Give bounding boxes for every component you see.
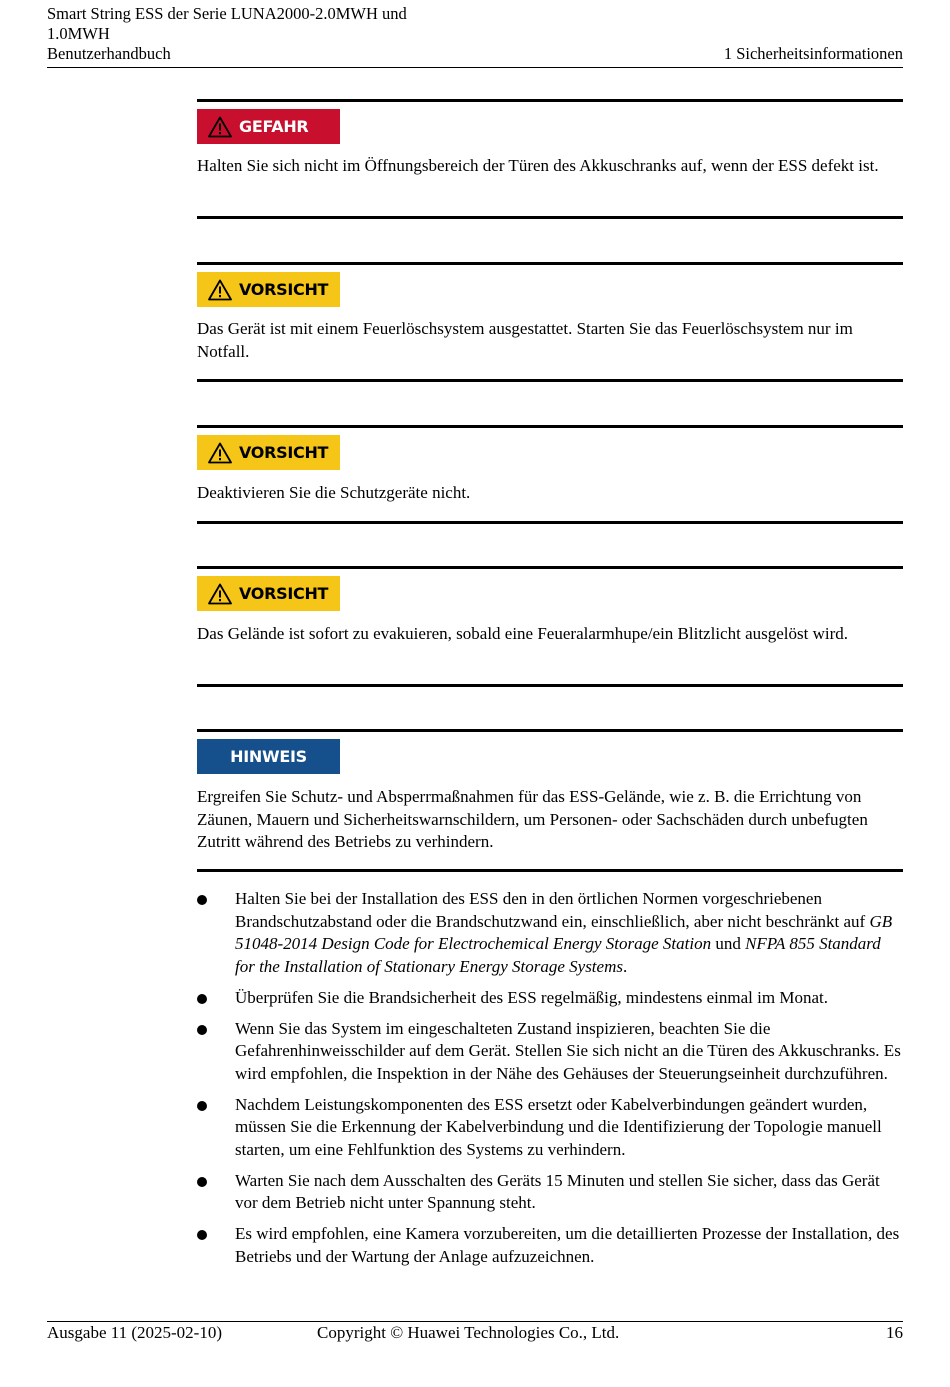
footer-divider [47,1321,903,1322]
list-item-text: Nachdem Leistungskomponenten des ESS ersetzt oder Kabelverbindungen geändert wurden, müssen Sie die Erkennung der Kabelverbindung und die Identifizierung der Topologie manuell starten, um eine Fehlfunktion des Systems zu verhindern. [235,1094,882,1159]
caution-badge [197,272,340,307]
notice-bottom-rule [197,521,903,524]
document-subtitle: Benutzerhandbuch [47,44,171,63]
bullet-dot [197,994,207,1004]
notice-bottom-rule [197,869,903,872]
list-item-text: Halten Sie bei der Installation des ESS den in den örtlichen Normen vorgeschriebenen Brandschutzabstand oder die Brandschutzwand ein, einschließlich, aber nicht beschränkt auf [235,889,870,931]
document-title: Smart String ESS der Serie LUNA2000-2.0MWH und 1.0MWH [47,4,407,43]
note-badge [197,739,340,774]
list-item [197,987,903,1010]
notice-top-rule [197,99,903,102]
copyright-notice: Copyright © Huawei Technologies Co., Ltd. [317,1323,620,1342]
list-item-text: Überprüfen Sie die Brandsicherheit des ESS regelmäßig, mindestens einmal im Monat. [235,987,828,1007]
notice-bottom-rule [197,379,903,382]
standard-reference: NFPA 855 Standard for the Installation of Stationary Energy Storage Systems [235,934,881,976]
safety-bullet-list [197,888,903,1277]
badge-label: GEFAHR [239,117,309,136]
list-item-text: . [622,956,628,976]
badge-label: HINWEIS [230,747,307,766]
bullet-dot [197,1101,207,1111]
list-item [197,1094,903,1162]
list-item-text: Warten Sie nach dem Ausschalten des Geräts 15 Minuten und stellen Sie sicher, dass das Gerät vor dem Betrieb nicht unter Spannung steht. [235,1170,880,1212]
warning-triangle-icon [208,583,232,605]
warning-triangle-icon [208,116,232,138]
list-item-text: Wenn Sie das System im eingeschalteten Zustand inspizieren, beachten Sie die Gefahrenhinweisschilder auf dem Gerät. Stellen Sie sich nicht an die Türen des Akkuschranks. Es wird empfohlen, die Inspektion in der Nähe des Gehäuses der Steuerungseinheit durchzuführen. [235,1018,901,1083]
bullet-dot [197,1025,207,1035]
notice-text: Ergreifen Sie Schutz- und Absperrmaßnahmen für das ESS-Gelände, wie z. B. die Errichtung von Zäunen, Mauern und Sicherheitswarnschildern, um Personen- oder Sachschäden durch unbefugten Zutritt während des Betriebs zu verhindern. [197,787,868,851]
list-item-text: Es wird empfohlen, eine Kamera vorzubereiten, um die detaillierten Prozesse der Installation, des Betriebs und der Wartung der Anlage aufzuzeichnen. [235,1224,900,1266]
bullet-dot [197,1230,207,1240]
caution-badge [197,435,340,470]
list-item [197,1170,903,1215]
notice-top-rule [197,729,903,732]
notice-top-rule [197,262,903,265]
issue-date: Ausgabe 11 (2025-02-10) [47,1323,222,1342]
badge-label: VORSICHT [239,280,329,299]
notice-top-rule [197,425,903,428]
warning-triangle-icon [208,279,232,301]
notice-text: Deaktivieren Sie die Schutzgeräte nicht. [197,483,471,502]
notice-text: Das Gerät ist mit einem Feuerlöschsystem ausgestattet. Starten Sie das Feuerlöschsystem nur im Notfall. [197,319,853,361]
list-item [197,888,903,978]
badge-label: VORSICHT [239,584,329,603]
page-header [47,4,903,64]
warning-triangle-icon [208,442,232,464]
header-divider [47,67,903,68]
standard-reference: GB 51048-2014 Design Code for Electrochemical Energy Storage Station [235,911,893,953]
danger-badge [197,109,340,144]
notice-text: Halten Sie sich nicht im Öffnungsbereich der Türen des Akkuschranks auf, wenn der ESS defekt ist. [197,156,879,175]
notice-text: Das Gelände ist sofort zu evakuieren, sobald eine Feueralarmhupe/ein Blitzlicht ausgelöst wird. [197,624,848,643]
notice-top-rule [197,566,903,569]
caution-badge [197,576,340,611]
page-number: 16 [886,1323,903,1342]
badge-label: VORSICHT [239,443,329,462]
notice-bottom-rule [197,684,903,687]
list-item [197,1018,903,1086]
list-item-text: und [711,934,746,953]
bullet-dot [197,1177,207,1187]
chapter-title: 1 Sicherheitsinformationen [723,44,903,63]
notice-bottom-rule [197,216,903,219]
list-item [197,1223,903,1268]
bullet-dot [197,895,207,905]
